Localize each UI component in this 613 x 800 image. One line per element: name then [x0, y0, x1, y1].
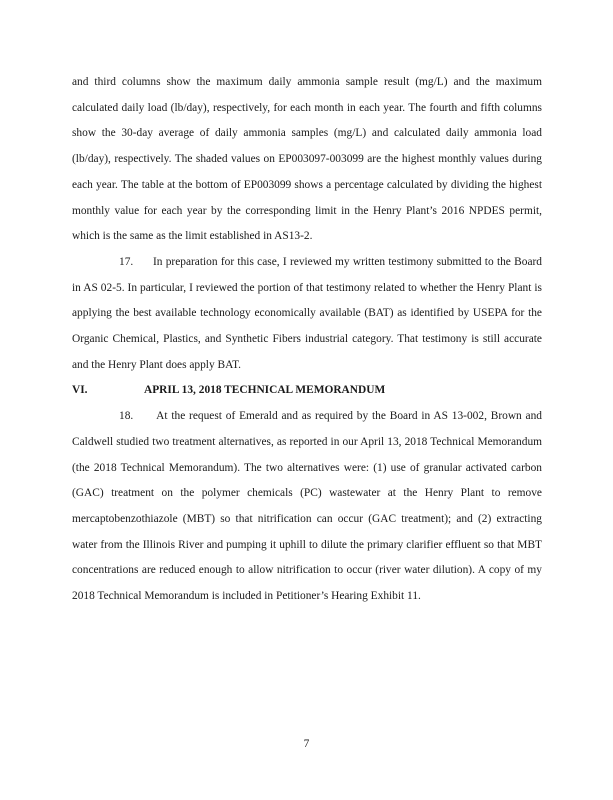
document-body: [72, 70, 542, 610]
paragraph-18: 18. At the request of Emerald and as required by the Board in AS 13-002, Brown and Caldwell studied two treatment alternatives, as reported in our April 13, 2018 Technical Memorandum (the 2018 Technical Memorandum). The two alternatives were: (1) use of granular activated carbon (GAC) treatment on the polymer chemicals (PC) wastewater at the Henry Plant to remove mercaptobenzothiazole (MBT) so that nitrification can occur (GAC treatment); and (2) extracting water from the Illinois River and pumping it uphill to dilute the primary clarifier effluent so that MBT concentrations are reduced enough to allow nitrification to occur (river water dilution). A copy of my 2018 Technical Memorandum is included in Petitioner’s Hearing Exhibit 11.: [72, 410, 542, 603]
section-title: APRIL 13, 2018 TECHNICAL MEMORANDUM: [144, 384, 386, 397]
section-heading: [72, 378, 542, 404]
paragraph-17: 17. In preparation for this case, I reviewed my written testimony submitted to the Board in AS 02-5. In particular, I reviewed the portion of that testimony related to whether the Henry Plant is applying the best available technology economically available (BAT) as identified by USEPA for the Organic Chemical, Plastics, and Synthetic Fibers industrial category. That testimony is still accurate and the Henry Plant does apply BAT.: [72, 255, 542, 371]
paragraph-continued: and third columns show the maximum daily ammonia sample result (mg/L) and the maximum calculated daily load (lb/day), respectively, for each month in each year. The fourth and fifth columns show the 30-day average of daily ammonia samples (mg/L) and calculated daily ammonia load (lb/day), respectively. The shaded values on EP003097-003099 are the highest monthly values during each year. The table at the bottom of EP003099 shows a percentage calculated by dividing the highest monthly value for each year by the corresponding limit in the Henry Plant’s 2016 NPDES permit, which is the same as the limit established in AS13-2.: [72, 76, 542, 243]
page-number: 7: [303, 738, 310, 750]
section-number: VI.: [72, 384, 88, 397]
